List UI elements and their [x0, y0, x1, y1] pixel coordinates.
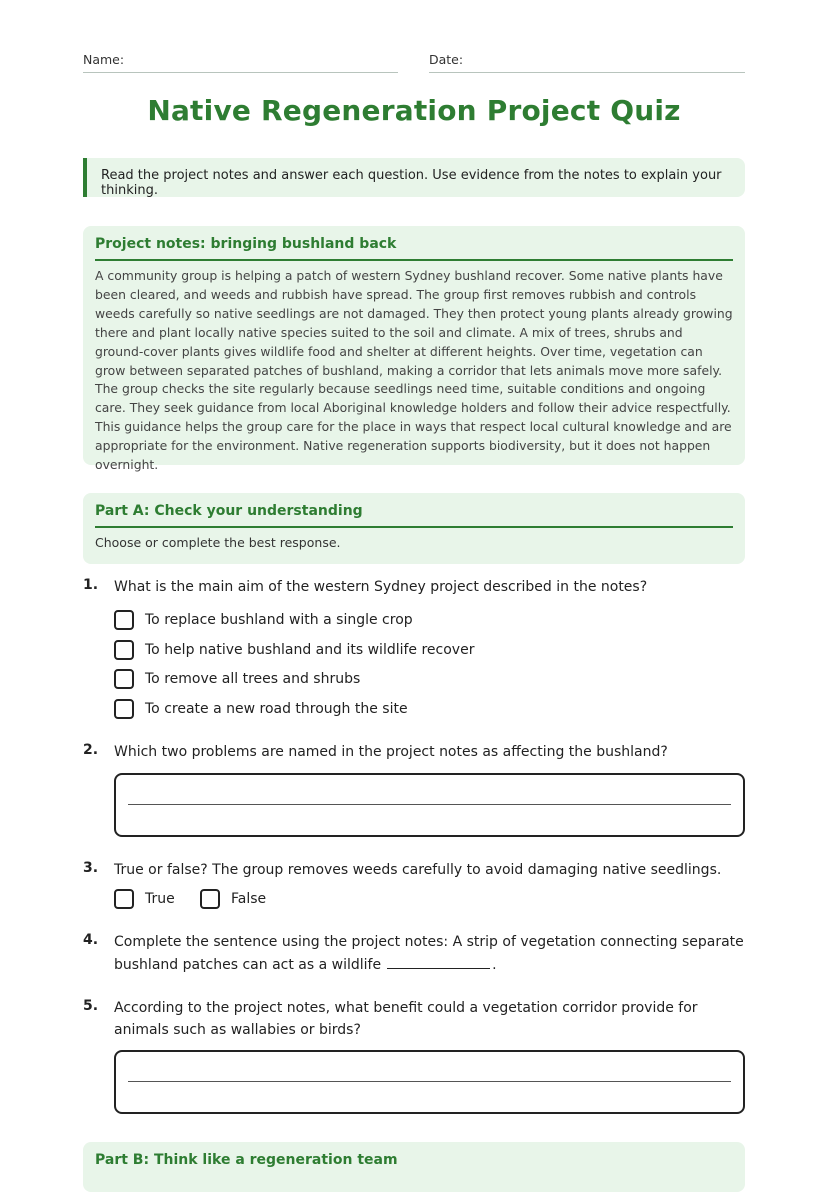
part-a-title: Part A: Check your understanding — [95, 503, 733, 528]
name-label: Name: — [83, 52, 125, 67]
sentence-start: Complete the sentence using the project notes: A strip of vegetation connecting separate bushland patches can act as a wildlife — [114, 934, 744, 973]
q1-option-1[interactable] — [114, 608, 413, 632]
sentence-end: . — [492, 956, 497, 973]
checkbox[interactable] — [200, 889, 220, 909]
q5-answer-box[interactable] — [114, 1050, 745, 1114]
q3-option-false[interactable] — [200, 887, 266, 911]
project-notes-title: Project notes: bringing bushland back — [95, 236, 733, 261]
option-label: To remove all trees and shrubs — [145, 671, 361, 687]
checkbox[interactable] — [114, 610, 134, 630]
question-text: Which two problems are named in the project notes as affecting the bushland? — [114, 744, 668, 760]
checkbox[interactable] — [114, 669, 134, 689]
project-notes-panel — [83, 226, 745, 473]
q1-option-4[interactable] — [114, 697, 408, 721]
question-number: 3. — [83, 860, 99, 876]
part-a-subtitle: Choose or complete the best response. — [95, 535, 341, 550]
answer-line — [128, 804, 731, 805]
question-number: 1. — [83, 577, 99, 593]
checkbox[interactable] — [114, 699, 134, 719]
part-b-title: Part B: Think like a regeneration team — [95, 1152, 398, 1168]
part-a-header — [83, 493, 745, 564]
date-field[interactable] — [429, 52, 745, 73]
q3-option-true[interactable] — [114, 887, 175, 911]
question-text: What is the main aim of the western Sydney project described in the notes? — [114, 579, 648, 595]
option-label: False — [231, 891, 267, 907]
header-row — [83, 52, 745, 74]
option-label: True — [145, 891, 175, 907]
question-text — [114, 932, 744, 976]
fill-in-blank[interactable] — [387, 954, 490, 969]
question-number: 4. — [83, 932, 99, 948]
checkbox[interactable] — [114, 889, 134, 909]
name-field[interactable] — [83, 52, 398, 73]
option-label: To help native bushland and its wildlife recover — [145, 642, 475, 658]
answer-line — [128, 1081, 731, 1082]
option-label: To create a new road through the site — [145, 701, 408, 717]
q2-answer-box[interactable] — [114, 773, 745, 837]
question-text: According to the project notes, what benefit could a vegetation corridor provide for animals such as wallabies or birds? — [114, 1000, 698, 1038]
checkbox[interactable] — [114, 640, 134, 660]
question-number: 5. — [83, 998, 99, 1014]
question-text: True or false? The group removes weeds carefully to avoid damaging native seedlings. — [114, 862, 722, 878]
page-title: Native Regeneration Project Quiz — [147, 94, 681, 127]
q1-option-3[interactable] — [114, 667, 360, 691]
instructions-callout: Read the project notes and answer each question. Use evidence from the notes to explain your thinking. — [83, 158, 745, 197]
project-notes-body: A community group is helping a patch of western Sydney bushland recover. Some native plants have been cleared, and weeds and rubbish have spread. The group first removes rubbish and controls weeds carefully so native seedlings are not damaged. They then protect young plants already growing there and plant locally native species suited to the soil and climate. A mix of trees, shrubs and ground-cover plants gives wildlife food and shelter at different heights. Over time, vegetation can grow between separated patches of bushland, making a corridor that lets animals move more safely. The group checks the site regularly because seedlings need time, suitable conditions and ongoing care. They seek guidance from local Aboriginal knowledge holders and follow their advice respectfully. This guidance helps the group care for the place in ways that respect local cultural knowledge and are appropriate for the environment. Native regeneration supports biodiversity, but it does not happen overnight. — [95, 268, 733, 473]
part-b-header — [83, 1142, 745, 1192]
question-number: 2. — [83, 742, 99, 758]
date-label: Date: — [429, 52, 464, 67]
option-label: To replace bushland with a single crop — [145, 612, 413, 628]
q1-option-2[interactable] — [114, 638, 474, 662]
